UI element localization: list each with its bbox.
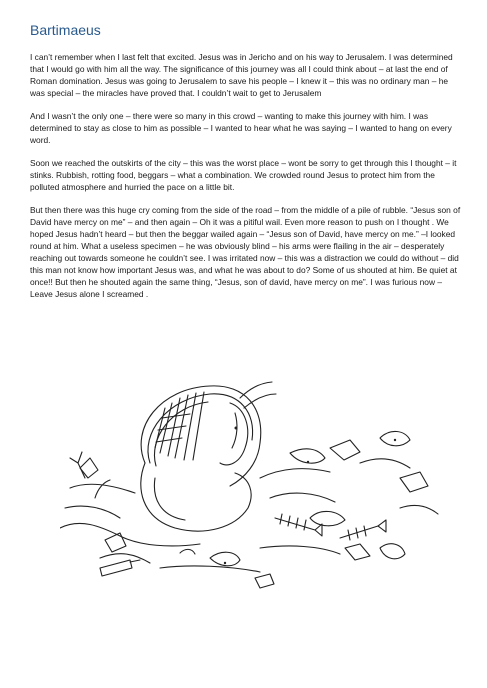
story-body xyxy=(30,51,462,311)
paragraph-3: Soon we reached the outskirts of the city – this was the worst place – wont be sorry to get through this I thought – it stinks. Rubbish, rotting food, beggars – what a combination. We crowded round Jesus to protect him from the polluted atmosphere and hurried the pace on a little bit. xyxy=(30,158,457,192)
paragraph-4: But then there was this huge cry coming from the side of the road – from the middle of a pile of rubble. “Jesus son of David have mercy on me” – and then again – Oh it was a pitiful wail. Even more reason to push on I thought . We hoped Jesus hadn’t heard – but then the beggar wailed again – “Jesus son of David, have mercy on me.” –I looked round at him. What a useless specimen – he was obviously blind – his arms were flailing in the air – desperately reaching out towards someone he couldn’t see. I was irritated now – this was a distraction we could do without – did this man not know how important Jesus was, and what he was about to do? Some of us shouted at him. Be quiet at once!! But then he shouted again the same thing, “Jesus, son of david, have mercy on me”. I was furious now – Leave Jesus alone I screamed . xyxy=(30,205,461,299)
paragraph-1: I can’t remember when I last felt that excited. Jesus was in Jericho and on his way to Jerusalem. I was determined that I would go with him all the way. The significance of this journey was all I could think about – at last the end of Roman domination. Jesus was going to Jerusalem to save his people – I knew it – this was no ordinary man – he was special – the miracles have proved that. I couldn’t wait to get to Jerusalem xyxy=(30,52,453,98)
paragraph-2: And I wasn’t the only one – there were so many in this crowd – wanting to make this journey with him. I was determined to stay as close to him as possible – I wanted to hear what he was saying – I wanted to hang on every word. xyxy=(30,111,452,145)
document-title: Bartimaeus xyxy=(30,22,101,38)
beggar-sketch-illustration xyxy=(60,368,440,598)
